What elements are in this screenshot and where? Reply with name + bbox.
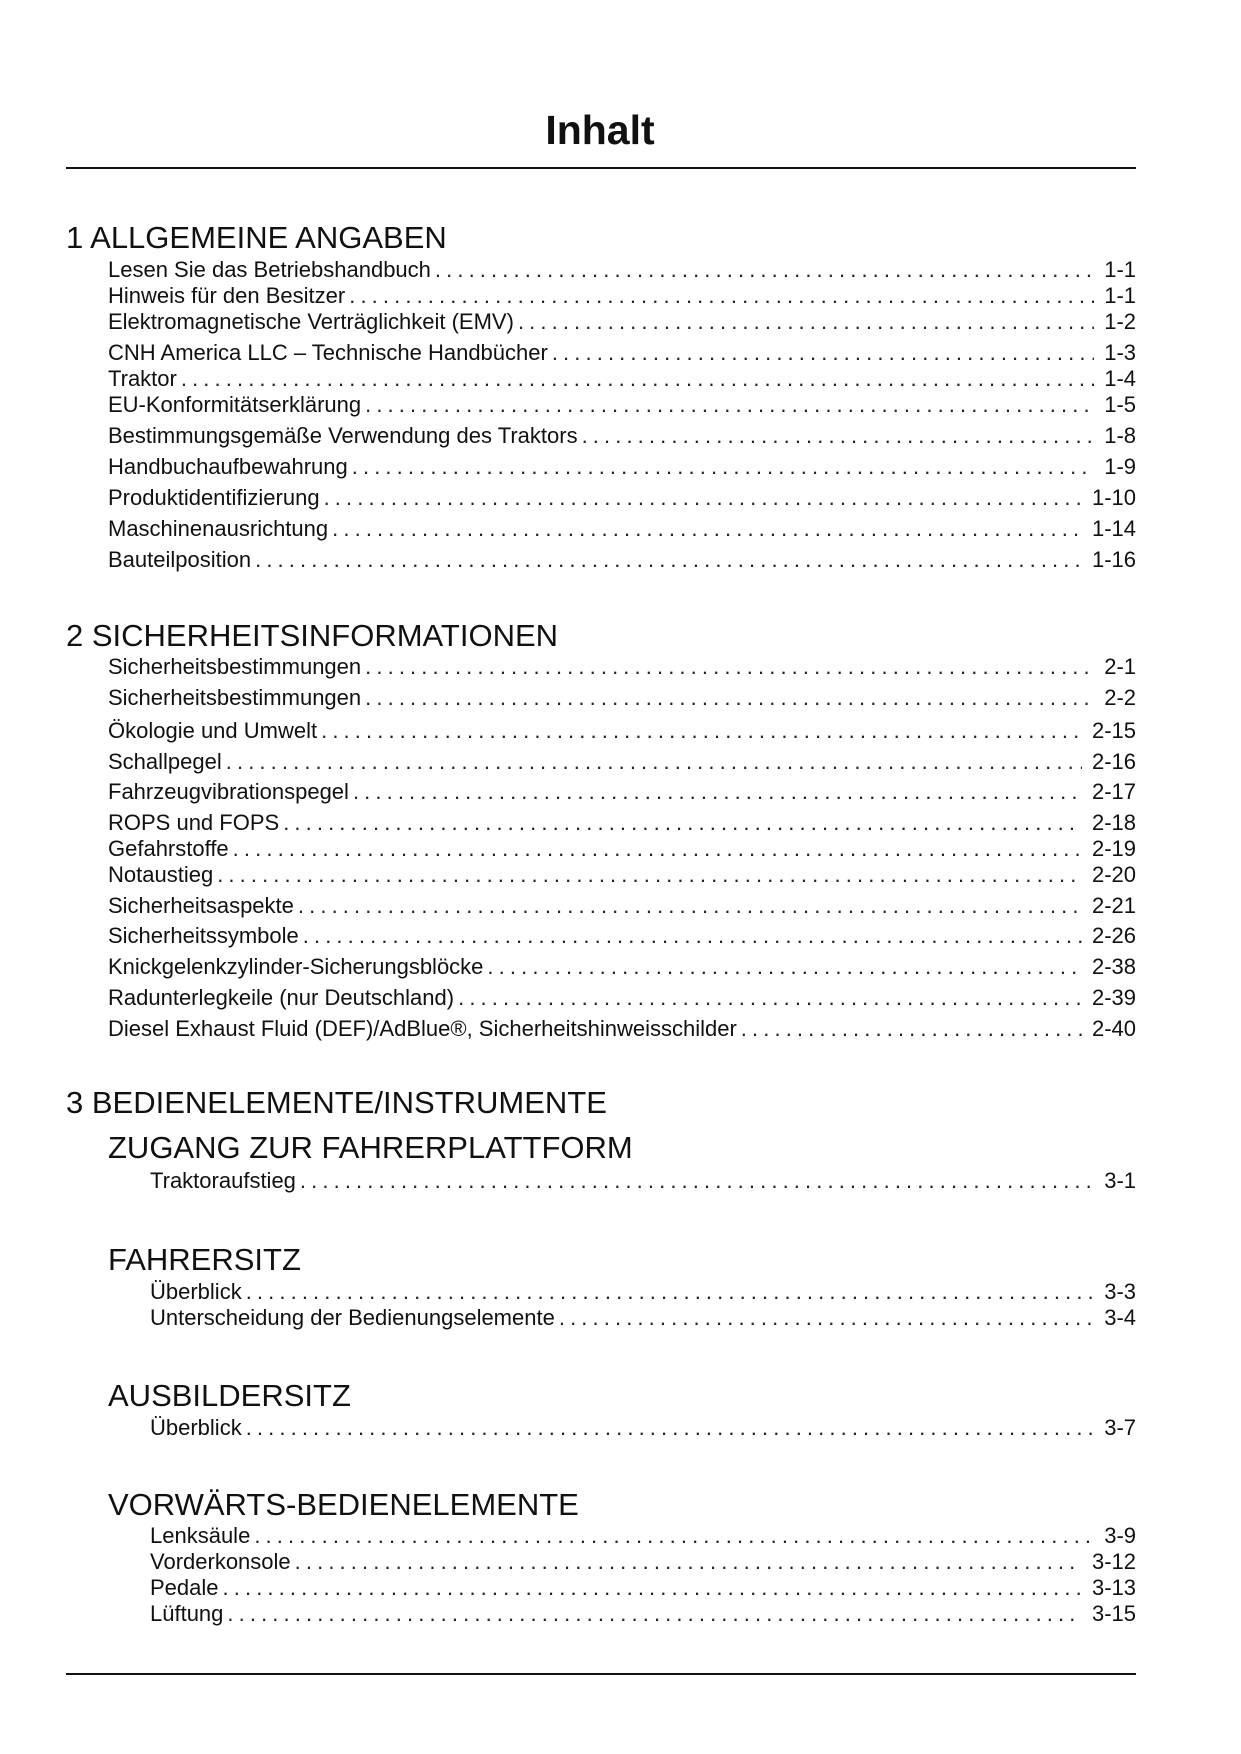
page-title: Inhalt [545,107,655,153]
toc-entry[interactable] [108,893,1136,919]
toc-entry[interactable] [108,654,1136,680]
toc-entry[interactable] [108,685,1136,711]
toc-entry-page: 2-38 [1091,954,1136,979]
dot-leader [246,1279,1095,1305]
toc-entry[interactable] [108,454,1136,480]
toc-entry-title: Diesel Exhaust Fluid (DEF)/AdBlue®, Sicherheitshinweisschilder [108,1016,737,1041]
toc-entry-title: Sicherheitsbestimmungen [108,654,362,679]
dot-leader [353,779,1082,805]
toc-entry[interactable] [108,749,1136,775]
toc-entry-title: Hinweis für den Besitzer [108,283,346,308]
dot-leader [352,454,1094,480]
toc-entry-title: Maschinenausrichtung [108,516,329,541]
toc-entry-title: Sicherheitssymbole [108,923,299,948]
dot-leader [223,1575,1082,1601]
toc-entry-page: 2-16 [1091,749,1136,774]
toc-entry[interactable] [150,1305,1136,1331]
toc-entry-page: 3-3 [1104,1279,1136,1304]
toc-entry-title: Notaustieg [108,862,214,887]
toc-entry-title: EU-Konformitätserklärung [108,392,362,417]
dot-leader [741,1016,1082,1042]
section-heading: FAHRERSITZ [108,1242,301,1277]
toc-entry[interactable] [108,547,1136,573]
toc-entry-page: 1-10 [1091,485,1136,510]
toc-entry-page: 2-19 [1091,836,1136,861]
toc-entry[interactable] [108,366,1136,392]
dot-leader [365,392,1094,418]
dot-leader [233,836,1082,862]
toc-entry-page: 2-15 [1091,718,1136,743]
dot-leader [435,257,1094,283]
toc-entry-title: Sicherheitsbestimmungen [108,685,362,710]
toc-entry-page: 2-39 [1091,985,1136,1010]
dot-leader [300,1168,1094,1194]
toc-entry-title: Unterscheidung der Bedienungselemente [150,1305,555,1330]
toc-entry[interactable] [108,485,1136,511]
dot-leader [321,718,1082,744]
toc-entry-page: 3-12 [1091,1549,1136,1574]
toc-entry-page: 3-7 [1104,1415,1136,1440]
toc-entry[interactable] [108,283,1136,309]
dot-leader [227,1601,1082,1627]
toc-entry-title: ROPS und FOPS [108,810,280,835]
toc-entry-page: 1-9 [1104,454,1136,479]
toc-entry-page: 2-26 [1091,923,1136,948]
dot-leader [518,309,1094,335]
dot-leader [254,1523,1094,1549]
toc-entry[interactable] [108,923,1136,949]
chapter-heading-3: 3 BEDIENELEMENTE/INSTRUMENTE [66,1085,607,1120]
chapter-heading-1: 1 ALLGEMEINE ANGABEN [66,220,447,255]
toc-entry[interactable] [108,836,1136,862]
toc-entry-title: Pedale [150,1575,219,1600]
toc-entry-page: 2-1 [1104,654,1136,679]
toc-entry-title: Schallpegel [108,749,222,774]
toc-entry-page: 2-17 [1091,779,1136,804]
toc-entry-title: Lüftung [150,1601,224,1626]
toc-entry[interactable] [108,718,1136,744]
toc-entry-title: Überblick [150,1415,242,1440]
toc-entry[interactable] [108,954,1136,980]
toc-entry-title: Traktoraufstieg [150,1168,296,1193]
toc-entry-title: Bestimmungsgemäße Verwendung des Traktors [108,423,578,448]
toc-entry[interactable] [150,1575,1136,1601]
toc-entry[interactable] [108,309,1136,335]
toc-entry-page: 1-2 [1104,309,1136,334]
bottom-divider [66,1673,1136,1675]
toc-entry[interactable] [150,1279,1136,1305]
dot-leader [458,985,1082,1011]
toc-entry-page: 1-16 [1091,547,1136,572]
toc-entry[interactable] [108,985,1136,1011]
toc-entry-title: Elektromagnetische Verträglichkeit (EMV) [108,309,514,334]
dot-leader [582,423,1095,449]
dot-leader [332,516,1082,542]
toc-entry-page: 1-3 [1104,340,1136,365]
dot-leader [255,547,1082,573]
dot-leader [552,340,1094,366]
toc-entry-title: Fahrzeugvibrationspegel [108,779,349,804]
toc-entry[interactable] [108,257,1136,283]
dot-leader [298,893,1082,919]
dot-leader [365,685,1094,711]
toc-entry-title: Gefahrstoffe [108,836,229,861]
toc-entry[interactable] [108,862,1136,888]
toc-entry-title: Bauteilposition [108,547,252,572]
toc-entry[interactable] [150,1415,1136,1441]
toc-entry-title: Lesen Sie das Betriebshandbuch [108,257,431,282]
toc-entry[interactable] [150,1523,1136,1549]
toc-entry[interactable] [108,516,1136,542]
toc-entry-title: Vorderkonsole [150,1549,291,1574]
toc-entry[interactable] [150,1168,1136,1194]
dot-leader [295,1549,1082,1575]
dot-leader [365,654,1094,680]
toc-entry-title: CNH America LLC – Technische Handbücher [108,340,548,365]
section-heading: ZUGANG ZUR FAHRERPLATTFORM [108,1130,633,1165]
toc-entry-title: Überblick [150,1279,242,1304]
toc-entry[interactable] [108,340,1136,366]
toc-entry-page: 1-4 [1104,366,1136,391]
dot-leader [349,283,1094,309]
toc-entry-title: Knickgelenkzylinder-Sicherungsblöcke [108,954,484,979]
section-heading: AUSBILDERSITZ [108,1378,351,1413]
top-divider [66,167,1136,169]
section-heading: VORWÄRTS-BEDIENELEMENTE [108,1487,579,1522]
toc-entry[interactable] [150,1601,1136,1627]
toc-entry-title: Lenksäule [150,1523,251,1548]
toc-entry-title: Traktor [108,366,177,391]
toc-entry-title: Ökologie und Umwelt [108,718,318,743]
toc-entry[interactable] [108,392,1136,418]
toc-entry-page: 1-8 [1104,423,1136,448]
toc-entry-title: Radunterlegkeile (nur Deutschland) [108,985,455,1010]
toc-entry[interactable] [108,1016,1136,1042]
toc-entry-page: 1-14 [1091,516,1136,541]
toc-entry-page: 3-13 [1091,1575,1136,1600]
dot-leader [246,1415,1095,1441]
toc-entry-title: Handbuchaufbewahrung [108,454,348,479]
toc-entry-page: 3-9 [1104,1523,1136,1548]
dot-leader [324,485,1082,511]
toc-entry[interactable] [108,810,1136,836]
toc-entry[interactable] [150,1549,1136,1575]
dot-leader [487,954,1082,980]
toc-entry-page: 2-18 [1091,810,1136,835]
toc-entry-page: 3-4 [1104,1305,1136,1330]
toc-entry-page: 3-15 [1091,1601,1136,1626]
dot-leader [217,862,1082,888]
toc-entry-page: 1-1 [1104,283,1136,308]
dot-leader [303,923,1082,949]
toc-entry-page: 2-2 [1104,685,1136,710]
toc-entry-page: 2-40 [1091,1016,1136,1041]
toc-entry[interactable] [108,423,1136,449]
dot-leader [283,810,1082,836]
toc-entry-page: 2-20 [1091,862,1136,887]
toc-entry-title: Produktidentifizierung [108,485,320,510]
chapter-heading-2: 2 SICHERHEITSINFORMATIONEN [66,618,559,653]
dot-leader [559,1305,1094,1331]
toc-entry-title: Sicherheitsaspekte [108,893,294,918]
dot-leader [181,366,1094,392]
toc-entry-page: 1-5 [1104,392,1136,417]
toc-entry-page: 1-1 [1104,257,1136,282]
toc-entry[interactable] [108,779,1136,805]
toc-entry-page: 2-21 [1091,893,1136,918]
dot-leader [226,749,1082,775]
toc-entry-page: 3-1 [1104,1168,1136,1193]
